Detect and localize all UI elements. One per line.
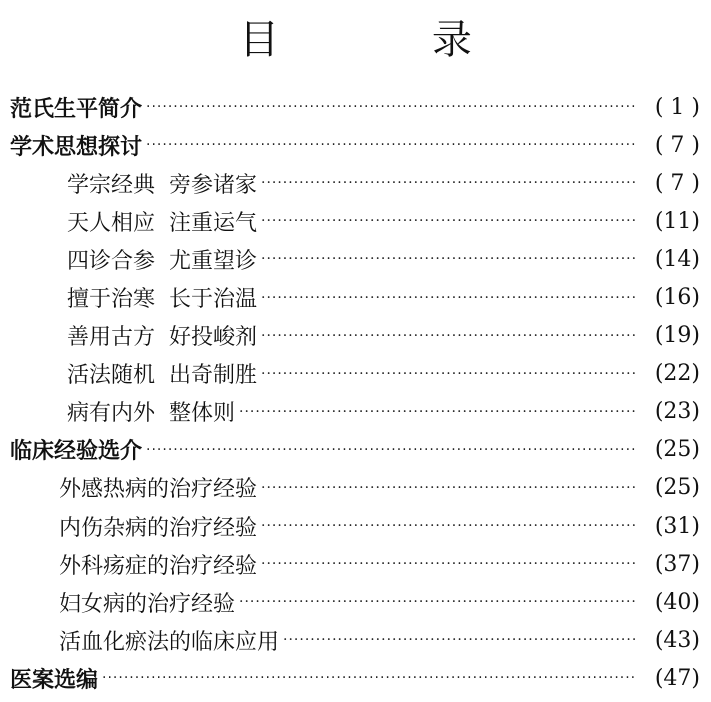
dot-leader	[261, 290, 636, 306]
toc-entry[interactable]	[10, 355, 700, 393]
toc-entry-label: 内伤杂病的治疗经验	[59, 515, 258, 541]
toc-entry-page: (40)	[654, 589, 700, 615]
dot-leader	[261, 213, 636, 229]
toc-entry-page: (16)	[654, 285, 700, 311]
dot-leader	[261, 480, 636, 496]
toc-entry-label: 学宗经典 旁参诸家	[67, 172, 257, 198]
toc-entry-page: (25)	[654, 437, 700, 463]
toc-entry-label: 外科疡症的治疗经验	[59, 553, 258, 579]
toc-entry[interactable]	[10, 507, 700, 545]
toc-entry-label: 医案选编	[10, 667, 99, 693]
dot-leader	[283, 632, 636, 648]
toc-entry[interactable]	[10, 621, 700, 659]
toc-entry-label: 范氏生平简介	[10, 96, 143, 122]
toc-entry[interactable]	[10, 317, 700, 355]
dot-leader	[146, 442, 636, 458]
toc-entry-page: (14)	[654, 246, 700, 272]
dot-leader	[261, 328, 636, 344]
toc-entry-page: (37)	[654, 551, 700, 577]
dot-leader	[261, 366, 636, 382]
toc-entry[interactable]	[10, 126, 700, 164]
dot-leader	[146, 99, 636, 115]
toc-entry-label: 活血化瘀法的临床应用	[59, 629, 280, 655]
toc-entry-page: (25)	[654, 475, 700, 501]
toc-entry[interactable]	[10, 583, 700, 621]
toc-entry-page: (11)	[654, 208, 700, 234]
toc-entry[interactable]	[10, 431, 700, 469]
toc-entry-label: 擅于治寒 长于治温	[67, 287, 257, 313]
toc-entry-page: (43)	[654, 627, 700, 653]
toc-entry[interactable]	[10, 88, 700, 126]
toc-entry-page: ( 7 )	[654, 170, 700, 196]
toc-entry-label: 外感热病的治疗经验	[59, 477, 258, 503]
toc-entry-page: (47)	[654, 665, 700, 691]
dot-leader	[261, 556, 636, 572]
toc-entry[interactable]	[10, 469, 700, 507]
toc-entry-label: 临床经验选介	[10, 439, 143, 465]
toc-entry[interactable]	[10, 545, 700, 583]
toc-entry-label: 学术思想探讨	[10, 134, 143, 160]
toc-entry[interactable]	[10, 240, 700, 278]
toc-entry-label: 妇女病的治疗经验	[59, 591, 236, 617]
dot-leader	[261, 251, 636, 267]
toc-entry[interactable]	[10, 393, 700, 431]
toc-entry[interactable]	[10, 164, 700, 202]
toc-entry-page: (22)	[654, 361, 700, 387]
dot-leader	[102, 670, 636, 686]
toc-entry-page: (19)	[654, 323, 700, 349]
toc-entry-label: 病有内外 整体则	[67, 401, 235, 427]
toc-entry[interactable]	[10, 278, 700, 316]
dot-leader	[239, 594, 636, 610]
dot-leader	[261, 518, 636, 534]
table-of-contents	[10, 88, 700, 698]
page-title: 目 录	[239, 17, 542, 63]
toc-entry-label: 活法随机 出奇制胜	[67, 363, 257, 389]
toc-entry-label: 天人相应 注重运气	[67, 210, 257, 236]
toc-entry[interactable]	[10, 659, 700, 697]
toc-entry-label: 善用古方 好投峻剂	[67, 325, 257, 351]
toc-entry-page: ( 1 )	[654, 94, 700, 120]
dot-leader	[146, 137, 636, 153]
toc-entry-page: (23)	[654, 399, 700, 425]
toc-entry[interactable]	[10, 202, 700, 240]
toc-entry-page: (31)	[654, 513, 700, 539]
dot-leader	[239, 404, 636, 420]
toc-entry-label: 四诊合参 尤重望诊	[67, 248, 257, 274]
dot-leader	[261, 175, 636, 191]
toc-entry-page: ( 7 )	[654, 132, 700, 158]
